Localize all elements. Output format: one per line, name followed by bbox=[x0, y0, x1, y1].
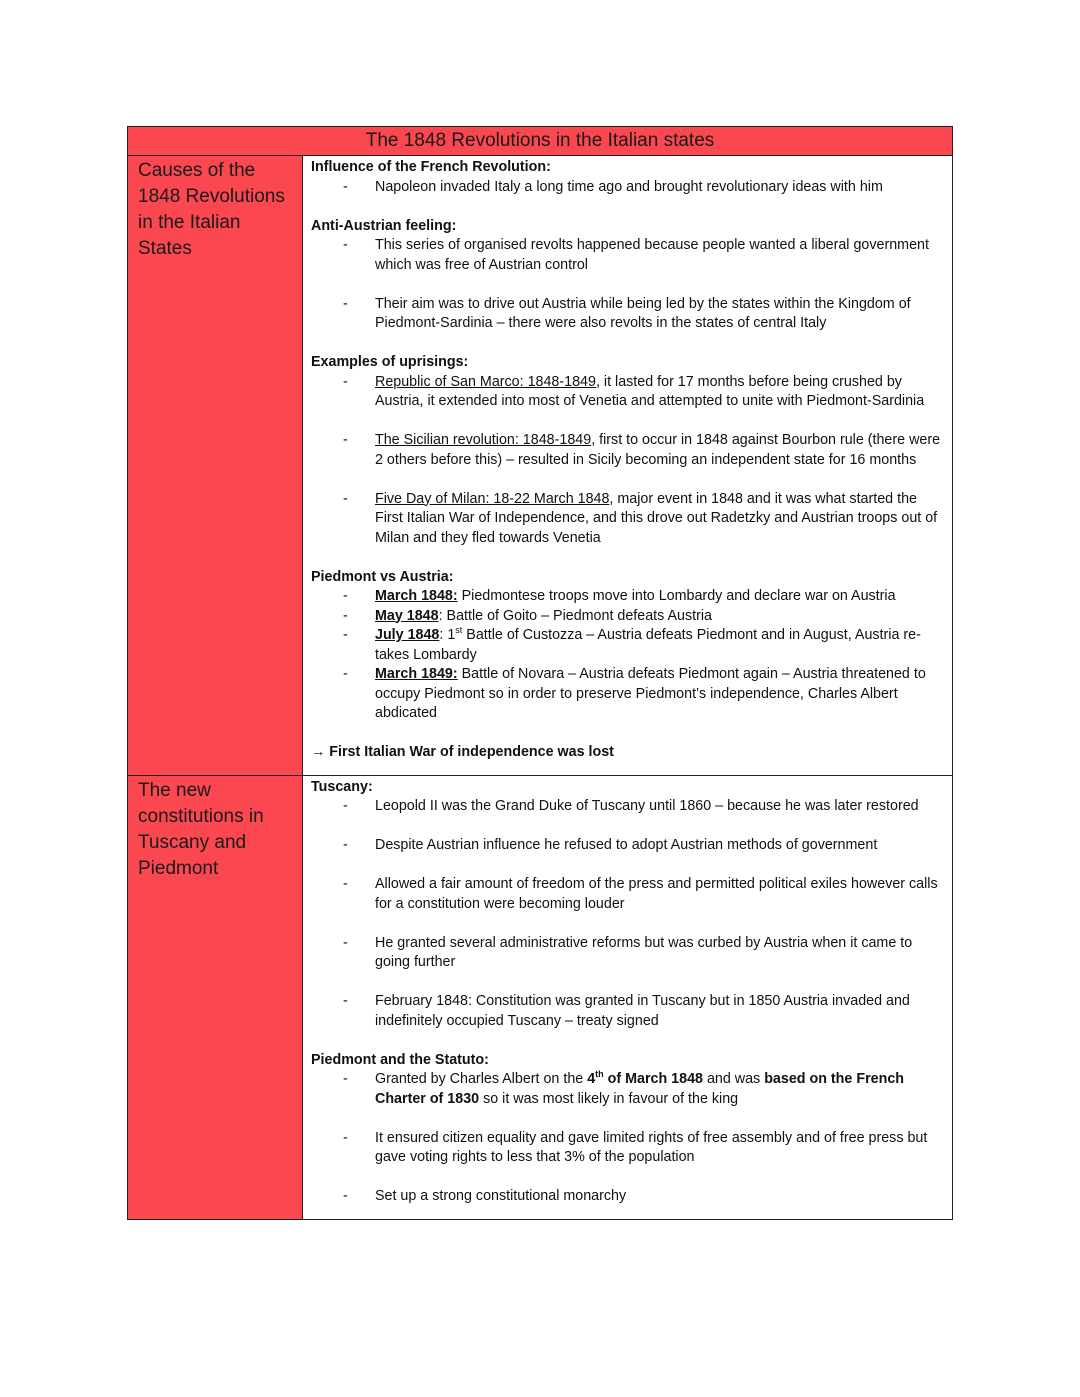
event-text: : Battle of Goito – Piedmont defeats Austria bbox=[438, 607, 712, 624]
heading-anti-austrian: Anti-Austrian feeling: bbox=[311, 217, 457, 234]
bullet-dash: - bbox=[343, 876, 348, 892]
row-label-causes: Causes of the 1848 Revolutions in the Italian States bbox=[128, 156, 303, 775]
list-item bbox=[311, 236, 944, 275]
list-item bbox=[311, 1070, 944, 1109]
statuto-basis: based on the French Charter of 1830 bbox=[375, 1071, 905, 1107]
conclusion-text: → First Italian War of independence was lost bbox=[311, 744, 614, 760]
row-content-constitutions bbox=[303, 776, 952, 1219]
bullet-text: Their aim was to drive out Austria while being led by the states within the Kingdom of Piedmont-Sardinia – there were also revolts in the states of central Italy bbox=[375, 295, 911, 331]
bullet-text: He granted several administrative reforms but was curbed by Austria when it came to going further bbox=[375, 934, 913, 970]
event-text: : 1 bbox=[439, 627, 456, 643]
bullet-dash: - bbox=[343, 666, 348, 682]
list-item bbox=[311, 490, 944, 549]
list-item bbox=[311, 587, 944, 607]
list-item bbox=[311, 875, 944, 914]
bullet-text: This series of organised revolts happened because people wanted a liberal government which was free of Austrian control bbox=[375, 237, 929, 273]
bullet-text: Allowed a fair amount of freedom of the press and permitted political exiles however calls for a constitution were becoming louder bbox=[375, 876, 938, 912]
statuto-text: Granted by Charles Albert on the bbox=[375, 1071, 588, 1087]
event-date: March 1848: bbox=[375, 588, 458, 604]
example-title: The Sicilian revolution: 1848-1849 bbox=[375, 432, 592, 448]
list-item bbox=[311, 607, 944, 627]
event-date: May 1848 bbox=[375, 607, 439, 624]
event-text: Battle of Novara – Austria defeats Piedmont again – Austria threatened to occupy Piedmont so in order to preserve Piedmont’s independence, Charles Albert abdicated bbox=[375, 666, 926, 721]
list-item bbox=[311, 1187, 944, 1207]
bullet-dash: - bbox=[343, 295, 348, 312]
row-causes bbox=[128, 156, 952, 775]
bullet-dash: - bbox=[343, 607, 348, 624]
example-text: , major event in 1848 and it was what started the First Italian War of Independence, and this drove out Radetzky and Austrian troops out of Milan and they fled towards Venetia bbox=[375, 490, 938, 546]
bullet-dash: - bbox=[343, 432, 348, 448]
bullet-text: Despite Austrian influence he refused to adopt Austrian methods of government bbox=[375, 837, 878, 853]
ordinal-suffix: st bbox=[455, 625, 463, 636]
bullet-text: Napoleon invaded Italy a long time ago and brought revolutionary ideas with him bbox=[375, 178, 883, 195]
statuto-date: 4 bbox=[587, 1071, 596, 1087]
bullet-text: Leopold II was the Grand Duke of Tuscany until 1860 – because he was later restored bbox=[375, 798, 919, 814]
bullet-text: Set up a strong constitutional monarchy bbox=[375, 1188, 627, 1204]
notes-table bbox=[127, 126, 953, 1220]
list-item bbox=[311, 373, 944, 412]
list-item bbox=[311, 797, 944, 817]
bullet-text: It ensured citizen equality and gave limited rights of free assembly and of free press but gave voting rights to less that 3% of the population bbox=[375, 1129, 928, 1165]
heading-tuscany: Tuscany: bbox=[311, 778, 373, 795]
event-date: March 1849: bbox=[375, 666, 458, 682]
bullet-dash: - bbox=[343, 588, 348, 604]
list-item bbox=[311, 665, 944, 724]
bullet-dash: - bbox=[343, 1188, 348, 1204]
list-item bbox=[311, 836, 944, 856]
row-label-constitutions: The new constitutions in Tuscany and Piedmont bbox=[128, 776, 303, 1219]
bullet-dash: - bbox=[343, 627, 348, 643]
bullet-dash: - bbox=[343, 490, 348, 507]
heading-piedmont-vs-austria: Piedmont vs Austria: bbox=[311, 568, 454, 585]
list-item bbox=[311, 1129, 944, 1168]
ordinal-suffix: th bbox=[595, 1069, 604, 1080]
bullet-text: February 1848: Constitution was granted in Tuscany but in 1850 Austria invaded and indefinitely occupied Tuscany – treaty signed bbox=[375, 993, 910, 1029]
row-constitutions bbox=[128, 775, 952, 1219]
bullet-dash: - bbox=[343, 934, 348, 951]
list-item bbox=[311, 431, 944, 470]
statuto-date: of March 1848 bbox=[603, 1071, 703, 1087]
list-item bbox=[311, 992, 944, 1031]
row-content-causes bbox=[303, 156, 952, 775]
table-title: The 1848 Revolutions in the Italian states bbox=[128, 127, 952, 156]
list-item bbox=[311, 934, 944, 973]
statuto-text: so it was most likely in favour of the king bbox=[479, 1090, 739, 1107]
list-item bbox=[311, 178, 944, 198]
list-item bbox=[311, 295, 944, 334]
heading-french-revolution: Influence of the French Revolution: bbox=[311, 159, 551, 175]
example-text: , it lasted for 17 months before being crushed by Austria, it extended into most of Venetia and attempted to unite with Piedmont-Sardinia bbox=[375, 373, 925, 409]
bullet-dash: - bbox=[343, 373, 348, 390]
example-text: , first to occur in 1848 against Bourbon rule (there were 2 others before this) – resulted in Sicily becoming an independent state for 16 months bbox=[375, 432, 941, 468]
bullet-dash: - bbox=[343, 993, 348, 1009]
bullet-dash: - bbox=[343, 1129, 348, 1146]
example-title: Republic of San Marco: 1848-1849 bbox=[375, 373, 596, 390]
bullet-dash: - bbox=[343, 798, 348, 814]
example-title: Five Day of Milan: 18-22 March 1848 bbox=[375, 490, 610, 507]
heading-statuto: Piedmont and the Statuto: bbox=[311, 1051, 489, 1068]
bullet-dash: - bbox=[343, 178, 348, 195]
event-text: Battle of Custozza – Austria defeats Piedmont and in August, Austria re-takes Lombardy bbox=[375, 627, 921, 663]
bullet-dash: - bbox=[343, 1071, 348, 1087]
event-text: Piedmontese troops move into Lombardy and declare war on Austria bbox=[457, 588, 896, 604]
list-item bbox=[311, 626, 944, 665]
statuto-text: and was bbox=[702, 1071, 765, 1087]
heading-examples: Examples of uprisings: bbox=[311, 354, 469, 370]
bullet-dash: - bbox=[343, 237, 348, 253]
bullet-dash: - bbox=[343, 837, 348, 853]
event-date: July 1848 bbox=[375, 627, 440, 643]
